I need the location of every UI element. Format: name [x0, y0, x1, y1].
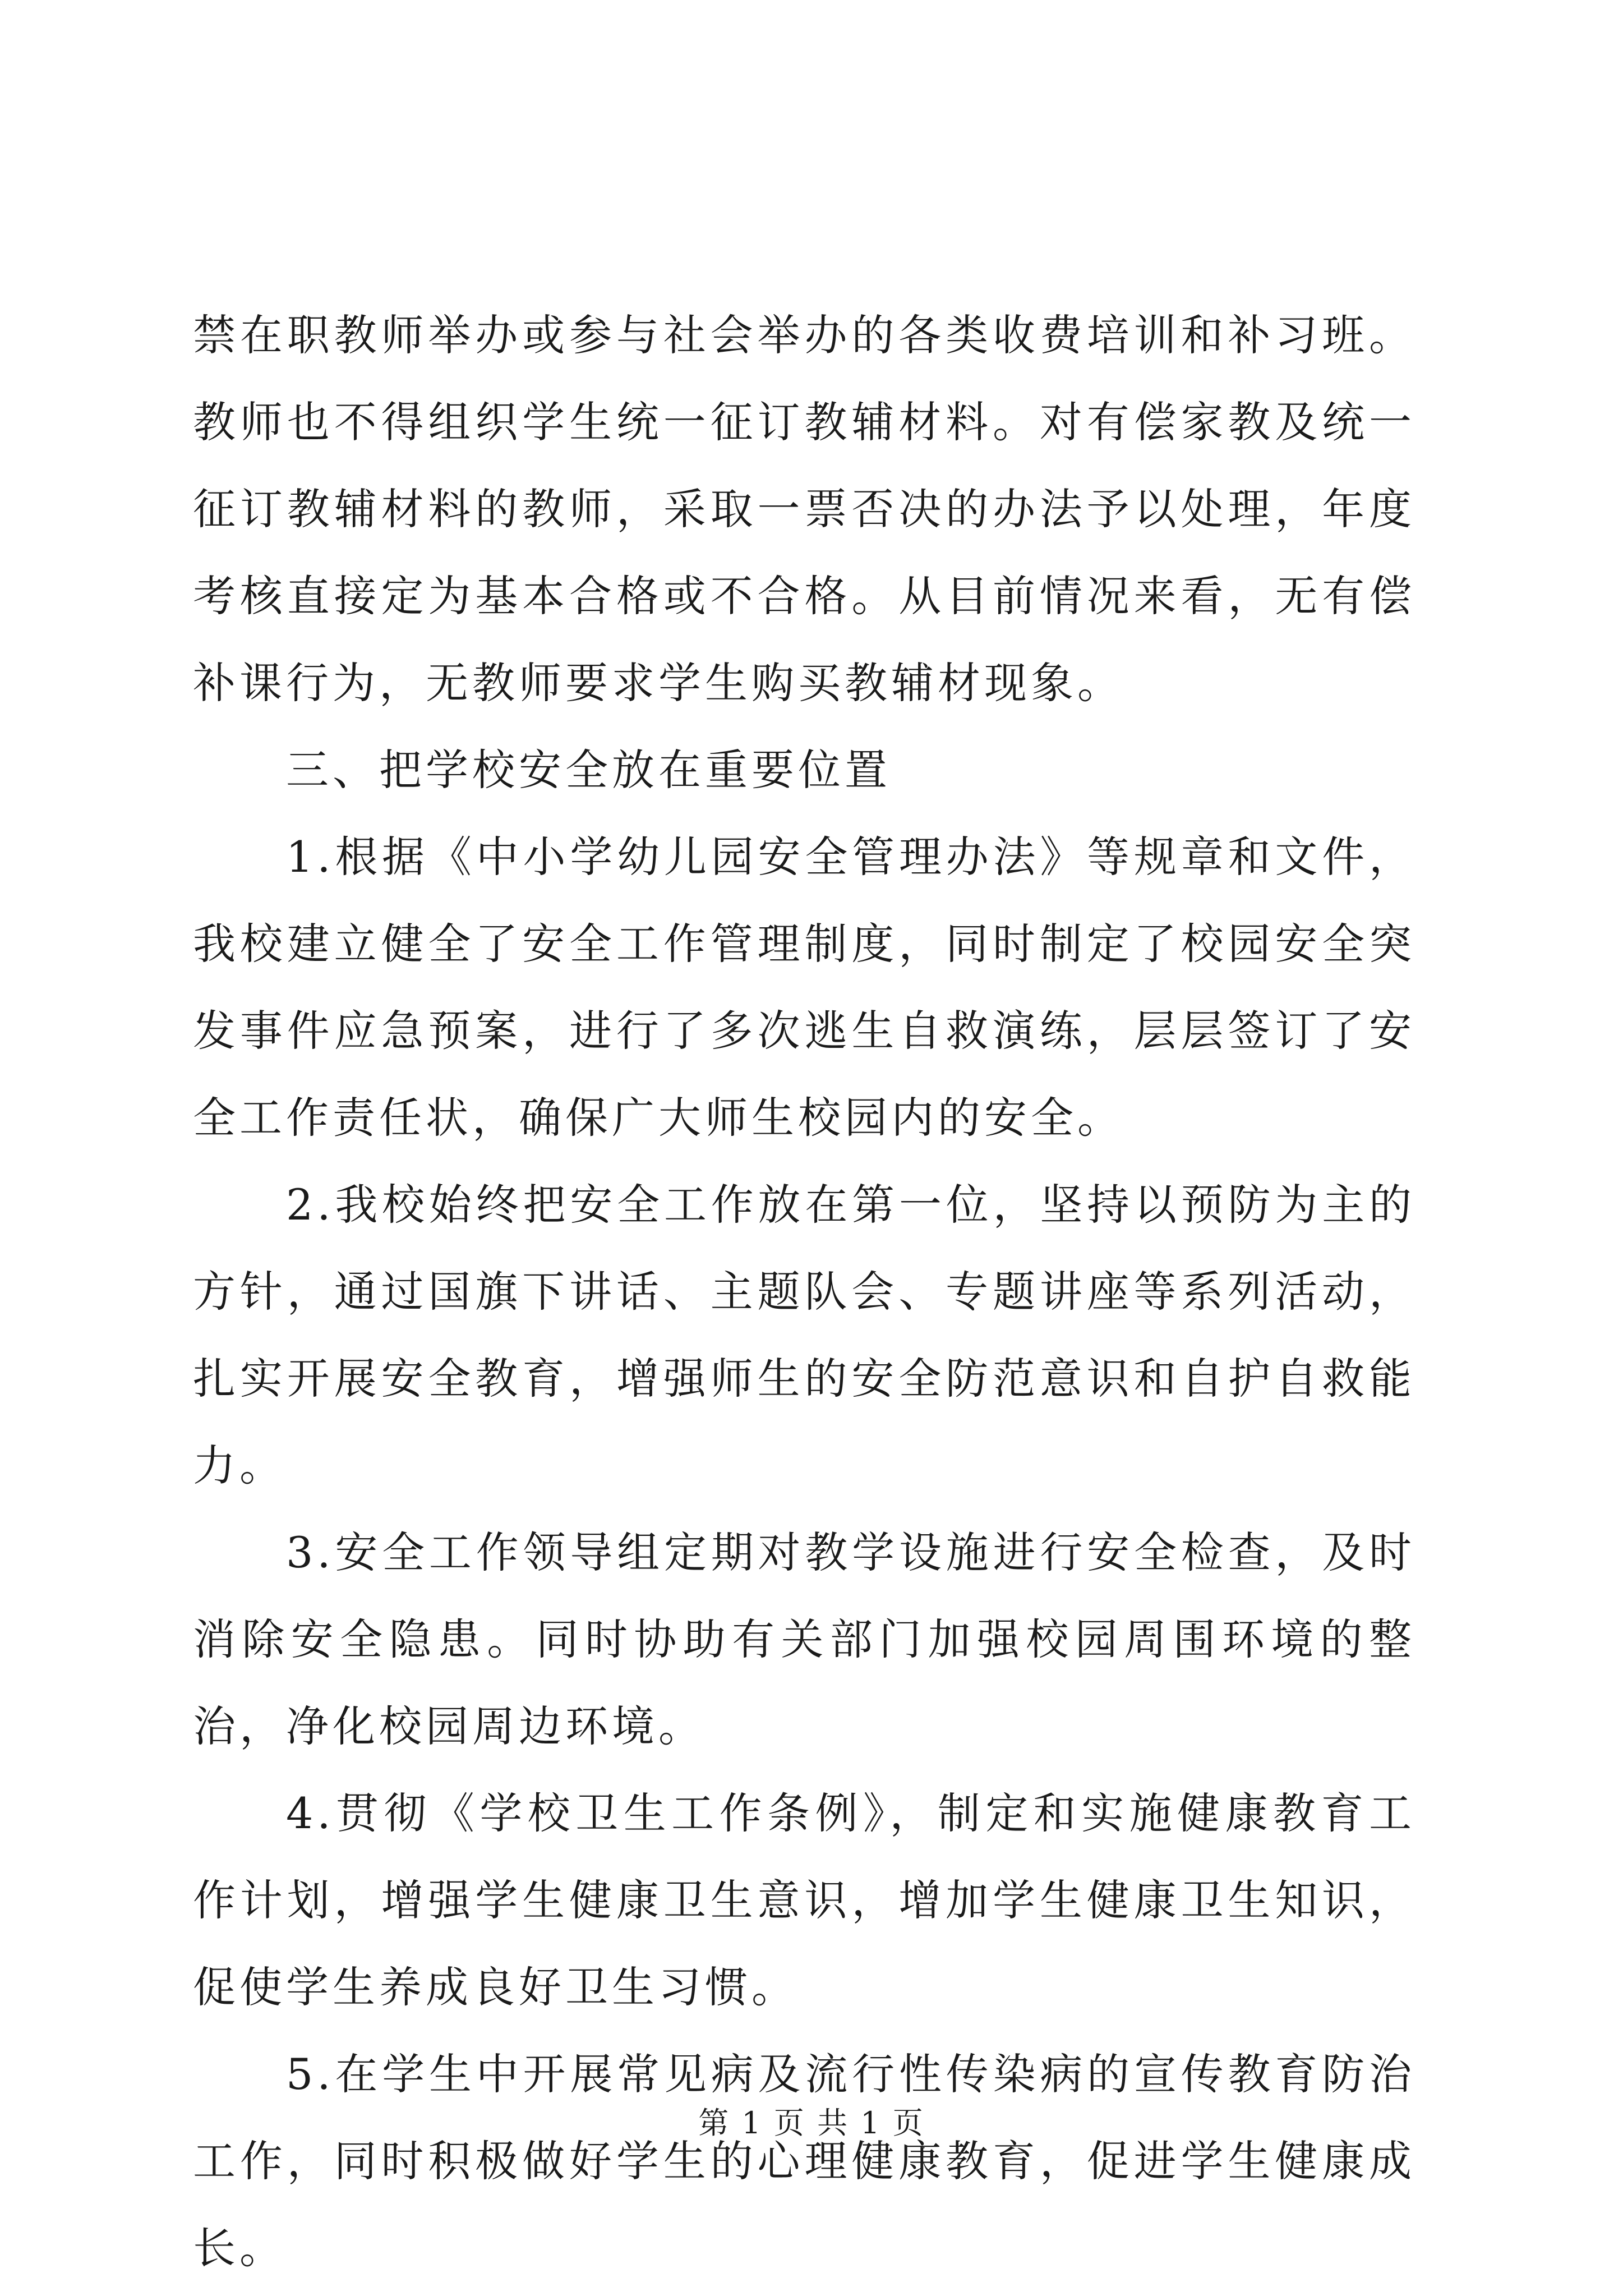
paragraph-item-1: 1.根据《中小学幼儿园安全管理办法》等规章和文件，我校建立健全了安全工作管理制度，同时制定了校园安全突发事件应急预案，进行了多次逃生自救演练，层层签订了安全工作责任状，确保广大师生校园内的安全。	[193, 832, 1415, 1143]
document-body	[193, 292, 1415, 2292]
paragraph-item-5: 5.在学生中开展常见病及流行性传染病的宣传教育防治工作，同时积极做好学生的心理健康教育，促进学生健康成长。	[193, 2049, 1415, 2273]
paragraph-item-2: 2.我校始终把安全工作放在第一位，坚持以预防为主的方针，通过国旗下讲话、主题队会、专题讲座等系列活动，扎实开展安全教育，增强师生的安全防范意识和自护自救能力。	[193, 1180, 1415, 1490]
paragraph-item-3: 3.安全工作领导组定期对教学设施进行安全检查，及时消除安全隐患。同时协助有关部门加强校园周围环境的整治，净化校园周边环境。	[193, 1527, 1415, 1751]
section-heading: 三、把学校安全放在重要位置	[286, 745, 891, 795]
page-footer: 第 1 页 共 1 页	[698, 2105, 925, 2141]
paragraph-continuation: 禁在职教师举办或参与社会举办的各类收费培训和补习班。教师也不得组织学生统一征订教辅材料。对有偿家教及统一征订教辅材料的教师，采取一票否决的办法予以处理，年度考核直接定为基本合格或不合格。从目前情况来看，无有偿补课行为，无教师要求学生购买教辅材现象。	[193, 310, 1415, 708]
paragraph-item-4: 4.贯彻《学校卫生工作条例》，制定和实施健康教育工作计划，增强学生健康卫生意识，增加学生健康卫生知识，促使学生养成良好卫生习惯。	[193, 1788, 1415, 2012]
